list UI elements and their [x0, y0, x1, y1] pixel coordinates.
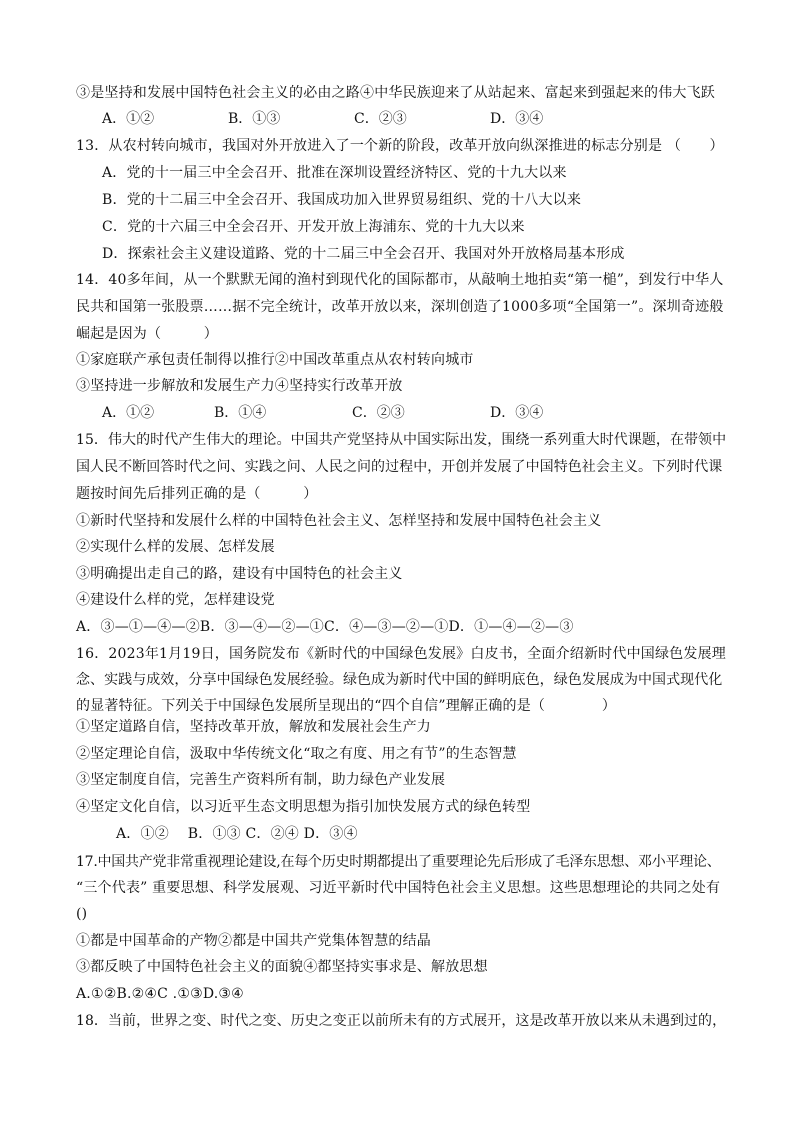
question-13-option-a: A．党的十一届三中全会召开、批准在深圳设置经济特区、党的十九大以来 — [102, 165, 567, 181]
question-16-stem: 16．2023年1月19日，国务院发布《新时代的中国绿色发展》白皮书，全面介绍新时代中国绿色发展理 — [76, 646, 726, 662]
question-17-options: A.①②B.②④C .①③D.③④ — [76, 986, 244, 1002]
question-13-option-c: C．党的十六届三中全会召开、开发开放上海浦东、党的十九大以来 — [102, 219, 525, 235]
question-16-options: A．①② B．①③ C．②④ D．③④ — [116, 826, 358, 842]
question-17-stem: () — [76, 906, 88, 922]
question-17-statement: ①都是中国革命的产物②都是中国共产党集体智慧的结晶 — [76, 933, 431, 949]
text-line: ③是坚持和发展中国特色社会主义的必由之路④中华民族迎来了从站起来、富起来到强起来的伟大飞跃 — [76, 85, 715, 101]
question-17-statement: ③都反映了中国特色社会主义的面貌④都坚持实事求是、解放思想 — [76, 959, 488, 975]
question-15-stem: 15．伟大的时代产生伟大的理论。中国共产党坚持从中国实际出发，围绕一系列重大时代课题，在带领中 — [76, 432, 727, 448]
question-13-stem: 13．从农村转向城市，我国对外开放进入了一个新的阶段，改革开放向纵深推进的标志分别是 （ ） — [76, 138, 724, 154]
question-16-stem: 念、实践与成效，分享中国绿色发展经验。绿色成为新时代中国的鲜明底色，绿色发展成为中国式现代化 — [76, 672, 723, 688]
question-16-statement: ②坚定理论自信，汲取中华传统文化“取之有度、用之有节”的生态智慧 — [76, 746, 517, 762]
option-b: B．①④ — [214, 405, 267, 421]
question-17-stem: 17.中国共产党非常重视理论建设,在每个历史时期都提出了重要理论先后形成了毛泽东思想、邓小平理论、 — [76, 854, 721, 870]
question-15-statement: ④建设什么样的党，怎样建设党 — [76, 592, 275, 608]
question-15-statement: ③明确提出走自己的路，建设有中国特色的社会主义 — [76, 566, 403, 582]
question-13-option-b: B．党的十二届三中全会召开、我国成功加入世界贸易组织、党的十八大以来 — [102, 192, 582, 208]
question-16-statement: ③坚定制度自信，完善生产资料所有制，助力绿色产业发展 — [76, 772, 446, 788]
question-15-stem: 题按时间先后排列正确的是（ ） — [76, 486, 318, 502]
question-18-stem: 18．当前，世界之变、时代之变、历史之变正以前所未有的方式展开，这是改革开放以来从未遇到过的， — [76, 1013, 727, 1029]
question-15-statement: ①新时代坚持和发展什么样的中国特色社会主义、怎样坚持和发展中国特色社会主义 — [76, 513, 602, 529]
question-16-statement: ①坚定道路自信，坚持改革开放，解放和发展社会生产力 — [76, 719, 431, 735]
question-14-stem: 14．40多年间，从一个默默无闻的渔村到现代化的国际都市，从敲响土地拍卖“第一槌”，到发行中华人 — [76, 272, 724, 288]
question-16-statement: ④坚定文化自信，以习近平生态文明思想为指引加快发展方式的绿色转型 — [76, 799, 531, 815]
option-a: A．①② — [102, 405, 155, 421]
option-d: D．③④ — [490, 111, 544, 127]
question-16-stem: 的显著特征。下列关于中国绿色发展所呈现出的“四个自信”理解正确的是（ ） — [76, 698, 617, 714]
option-c: C．②③ — [352, 405, 405, 421]
question-14-statement: ③坚持进一步解放和发展生产力④坚持实行改革开放 — [76, 378, 403, 394]
option-d: D．③④ — [490, 405, 544, 421]
option-a: A．①② — [102, 111, 155, 127]
question-17-stem: “三个代表” 重要思想、科学发展观、习近平新时代中国特色社会主义思想。这些思想理论的共同之处有 — [76, 880, 721, 896]
question-15-statement: ②实现什么样的发展、怎样发展 — [76, 539, 275, 555]
option-c: C．②③ — [354, 111, 407, 127]
option-b: B．①③ — [228, 111, 281, 127]
question-14-stem: 崛起是因为（ ） — [76, 326, 218, 342]
question-15-stem: 国人民不断回答时代之问、实践之问、人民之问的过程中，开创并发展了中国特色社会主义。下列时代课 — [76, 459, 723, 475]
question-14-statement: ①家庭联产承包责任制得以推行②中国改革重点从农村转向城市 — [76, 352, 474, 368]
question-15-options: A．③—①—④—②B．③—④—②—①C．④—③—②—①D．①—④—②—③ — [76, 619, 574, 635]
question-14-stem: 民共和国第一张股票……据不完全统计，改革开放以来，深圳创造了1000多项“全国第一”。深圳奇迹般 — [76, 299, 724, 315]
question-13-option-d: D．探索社会主义建设道路、党的十二届三中全会召开、我国对外开放格局基本形成 — [102, 246, 625, 262]
